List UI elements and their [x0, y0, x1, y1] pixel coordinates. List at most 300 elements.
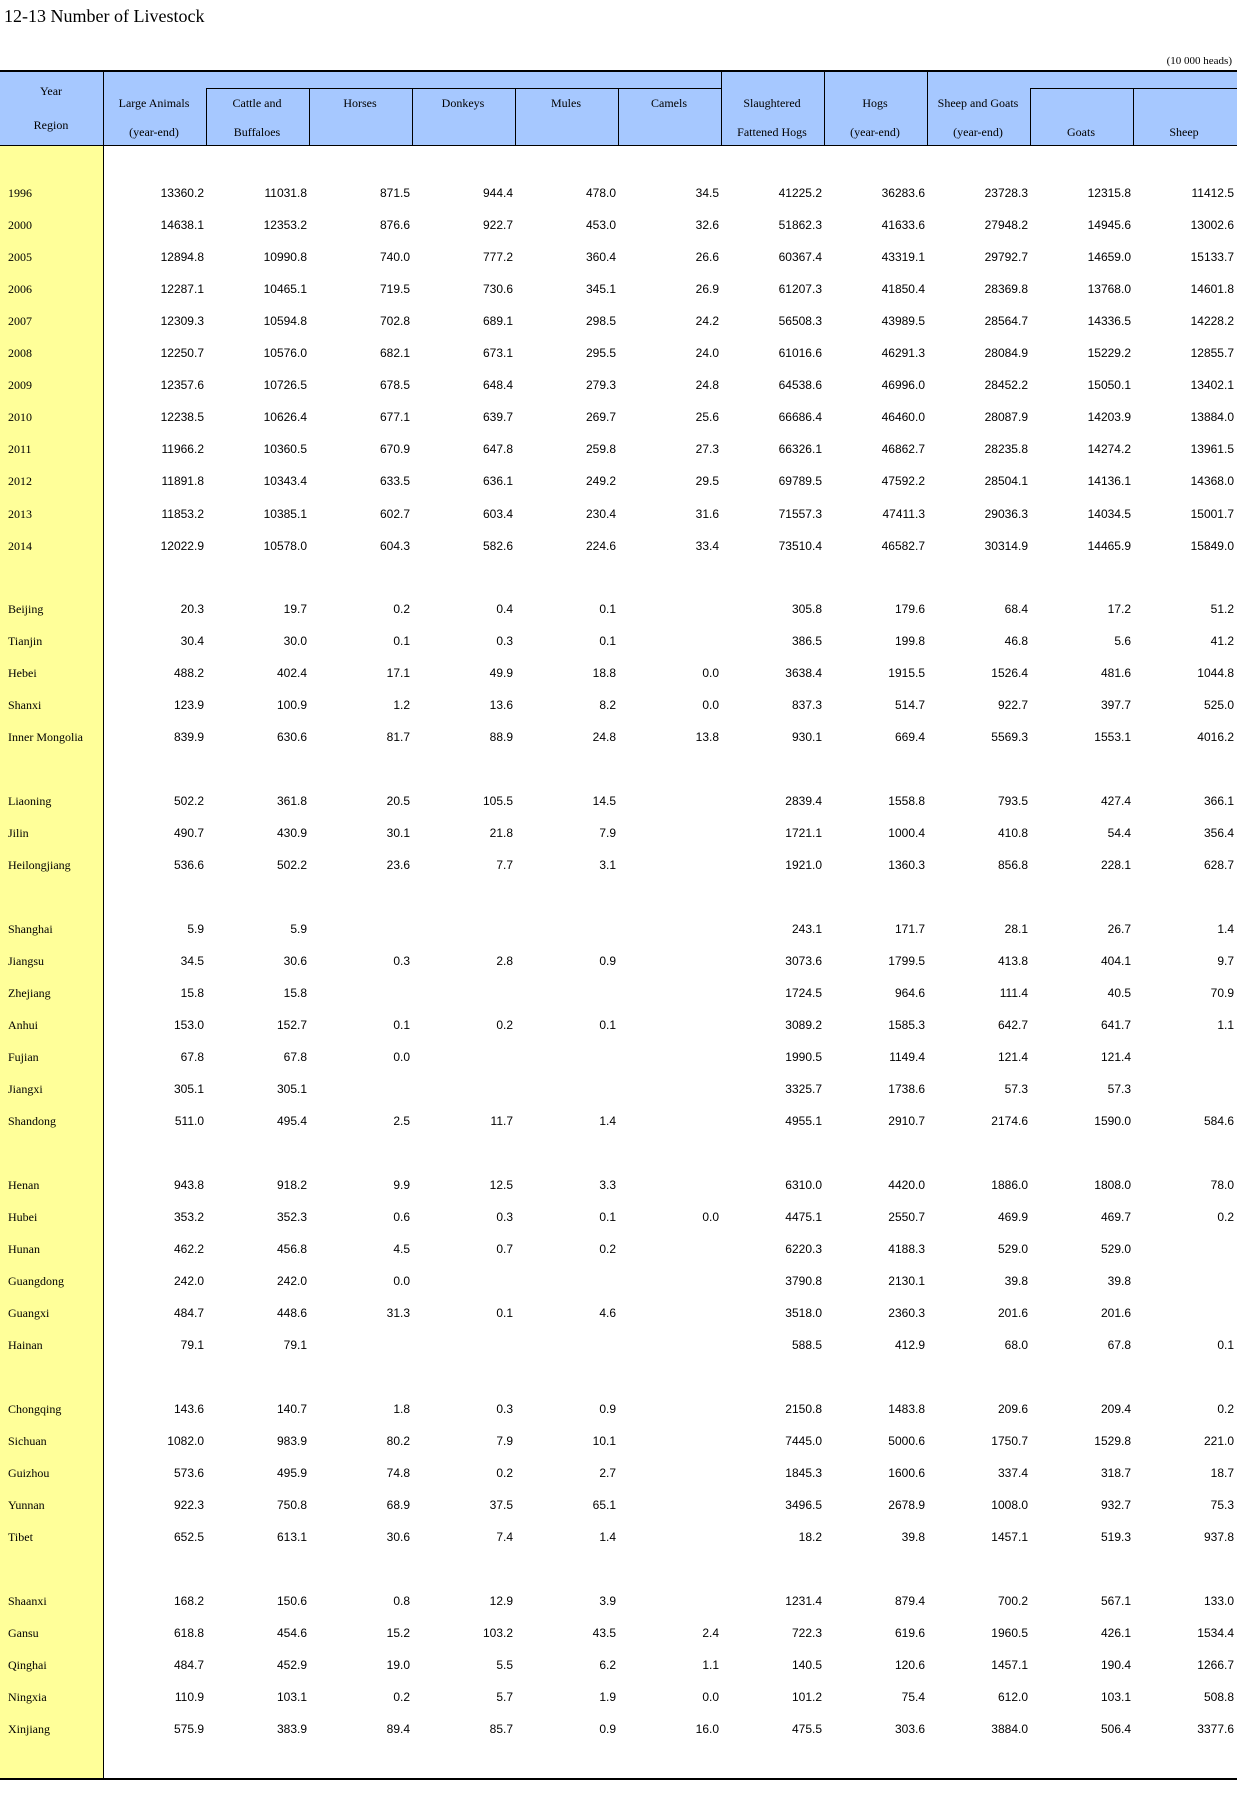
cell-hogs: 39.8 [901, 1530, 925, 1545]
cell-horses: 670.9 [379, 442, 410, 457]
cell-sheep: 628.7 [1203, 858, 1234, 873]
table-row [0, 922, 1237, 940]
cell-large-animals: 462.2 [173, 1242, 204, 1257]
cell-donkeys: 11.7 [490, 1114, 513, 1129]
cell-camels: 2.4 [702, 1626, 719, 1641]
cell-sheep-goats: 121.4 [997, 1050, 1028, 1065]
cell-mules: 4.6 [599, 1306, 616, 1321]
row-label: Shaanxi [8, 1594, 47, 1608]
cell-hogs: 36283.6 [881, 186, 925, 200]
cell-sheep-goats: 337.4 [997, 1466, 1028, 1481]
row-label: 2006 [8, 282, 32, 297]
cell-sheep: 18.7 [1210, 1466, 1234, 1481]
table-row [0, 1402, 1237, 1420]
cell-hogs: 2130.1 [888, 1274, 925, 1289]
cell-large-animals: 11891.8 [161, 474, 204, 489]
cell-horses: 871.5 [379, 186, 410, 200]
cell-sheep: 4016.2 [1197, 730, 1234, 745]
row-label: 2007 [8, 314, 32, 329]
cell-sheep-goats: 469.9 [997, 1210, 1028, 1225]
cell-sheep: 41.2 [1210, 634, 1234, 649]
row-label: Yunnan [8, 1498, 45, 1513]
cell-horses: 17.1 [386, 666, 410, 681]
cell-goats: 190.4 [1100, 1658, 1131, 1673]
unit-note: (10 000 heads) [1166, 55, 1232, 67]
cell-hogs: 669.4 [894, 730, 925, 745]
cell-donkeys: 13.6 [489, 698, 513, 713]
row-label: Henan [8, 1178, 40, 1192]
cell-donkeys: 2.8 [496, 954, 513, 969]
cell-sheep-goats: 28564.7 [984, 314, 1028, 329]
cell-horses: 0.3 [393, 954, 410, 969]
cell-slaughtered-hogs: 1990.5 [785, 1050, 822, 1065]
row-label: Ningxia [8, 1690, 47, 1705]
cell-mules: 1.9 [599, 1690, 616, 1705]
cell-mules: 269.7 [585, 410, 616, 425]
cell-camels: 13.8 [695, 730, 719, 745]
cell-mules: 0.1 [599, 1018, 616, 1033]
cell-large-animals: 79.1 [180, 1338, 204, 1353]
cell-mules: 10.1 [592, 1434, 616, 1449]
cell-mules: 1.4 [599, 1114, 616, 1129]
cell-cattle-buffaloes: 150.6 [276, 1594, 307, 1608]
cell-sheep-goats: 39.8 [1004, 1274, 1028, 1289]
cell-cattle-buffaloes: 402.4 [276, 666, 307, 681]
header-region: Region [33, 118, 69, 132]
cell-large-animals: 15.8 [180, 986, 204, 1001]
cell-sheep-goats: 111.4 [999, 986, 1028, 1001]
cell-mules: 0.9 [599, 1402, 616, 1416]
table-row [0, 1242, 1237, 1260]
cell-slaughtered-hogs: 1721.1 [785, 826, 822, 841]
cell-horses: 604.3 [379, 538, 410, 553]
cell-goats: 57.3 [1107, 1082, 1131, 1097]
cell-horses: 2.5 [393, 1114, 410, 1129]
row-label: 2013 [8, 506, 32, 521]
cell-hogs: 2360.3 [888, 1306, 925, 1321]
cell-goats: 469.7 [1100, 1210, 1131, 1225]
cell-horses: 1.2 [393, 698, 410, 713]
table-row [0, 1338, 1237, 1356]
cell-cattle-buffaloes: 79.1 [283, 1338, 307, 1353]
row-label: Guangxi [8, 1306, 50, 1321]
cell-large-animals: 839.9 [173, 730, 204, 745]
cell-donkeys: 7.4 [496, 1530, 513, 1545]
cell-horses: 719.5 [379, 282, 410, 297]
cell-large-animals: 12287.1 [160, 282, 204, 297]
cell-camels: 0.0 [702, 1690, 719, 1705]
table-row [0, 698, 1237, 716]
cell-sheep-goats: 28369.8 [984, 282, 1028, 297]
cell-sheep-goats: 46.8 [1004, 634, 1028, 649]
cell-horses: 89.4 [386, 1722, 410, 1737]
cell-sheep: 15133.7 [1190, 250, 1234, 265]
cell-horses: 1.8 [393, 1402, 410, 1416]
table-row [0, 1626, 1237, 1644]
cell-goats: 121.4 [1100, 1050, 1131, 1065]
cell-mules: 295.5 [585, 346, 616, 361]
cell-sheep-goats: 413.8 [997, 954, 1028, 969]
cell-donkeys: 639.7 [482, 410, 513, 425]
cell-cattle-buffaloes: 10990.8 [263, 250, 307, 265]
cell-goats: 14034.5 [1087, 506, 1131, 521]
cell-hogs: 41850.4 [881, 282, 925, 297]
cell-cattle-buffaloes: 305.1 [276, 1082, 307, 1097]
cell-mules: 0.2 [599, 1242, 616, 1257]
cell-goats: 519.3 [1100, 1530, 1131, 1545]
row-label: Zhejiang [8, 986, 51, 1001]
cell-hogs: 4188.3 [888, 1242, 925, 1257]
cell-camels: 26.9 [695, 282, 719, 297]
cell-horses: 602.7 [379, 506, 410, 521]
cell-donkeys: 103.2 [482, 1626, 513, 1641]
cell-donkeys: 88.9 [489, 730, 513, 745]
cell-hogs: 1799.5 [888, 954, 925, 969]
cell-donkeys: 0.7 [496, 1242, 513, 1257]
cell-mules: 0.1 [599, 1210, 616, 1225]
row-label: 2010 [8, 410, 32, 425]
cell-mules: 6.2 [599, 1658, 616, 1673]
cell-sheep: 14228.2 [1190, 314, 1234, 329]
table-row [0, 410, 1237, 428]
cell-mules: 0.1 [599, 602, 616, 616]
cell-large-animals: 488.2 [173, 666, 204, 681]
cell-goats: 39.8 [1107, 1274, 1131, 1289]
cell-cattle-buffaloes: 10360.5 [263, 442, 307, 457]
table-row [0, 1082, 1237, 1100]
cell-sheep: 15849.0 [1190, 538, 1234, 553]
cell-sheep: 70.9 [1210, 986, 1234, 1001]
cell-sheep: 1266.7 [1197, 1658, 1234, 1673]
cell-donkeys: 0.2 [496, 1018, 513, 1033]
cell-slaughtered-hogs: 3089.2 [785, 1018, 822, 1033]
table-title: 12-13 Number of Livestock [4, 6, 205, 26]
cell-cattle-buffaloes: 10385.1 [263, 506, 307, 521]
cell-large-animals: 110.9 [174, 1690, 204, 1705]
cell-slaughtered-hogs: 6220.3 [785, 1242, 822, 1257]
cell-hogs: 43989.5 [881, 314, 925, 329]
table-row [0, 826, 1237, 844]
cell-mules: 0.9 [599, 954, 616, 969]
cell-donkeys: 730.6 [482, 282, 513, 297]
row-label: Shanxi [8, 698, 42, 713]
cell-hogs: 1483.8 [888, 1402, 925, 1416]
table-row [0, 1466, 1237, 1484]
cell-sheep: 75.3 [1210, 1498, 1234, 1513]
cell-cattle-buffaloes: 152.7 [276, 1018, 307, 1033]
cell-cattle-buffaloes: 456.8 [276, 1242, 307, 1257]
cell-sheep: 1044.8 [1197, 666, 1234, 681]
cell-hogs: 1558.8 [888, 794, 925, 808]
table-row [0, 507, 1237, 525]
cell-horses: 0.8 [393, 1594, 410, 1608]
cell-sheep: 51.2 [1210, 602, 1234, 616]
cell-cattle-buffaloes: 19.7 [283, 602, 307, 616]
cell-large-animals: 123.9 [173, 698, 204, 713]
cell-camels: 24.8 [695, 378, 719, 393]
cell-cattle-buffaloes: 361.8 [276, 794, 307, 808]
cell-sheep: 11412.5 [1191, 186, 1234, 200]
cell-hogs: 46862.7 [881, 442, 925, 457]
cell-donkeys: 0.4 [496, 602, 513, 616]
cell-hogs: 46582.7 [881, 538, 925, 553]
cell-slaughtered-hogs: 722.3 [791, 1626, 822, 1641]
table-row [0, 346, 1237, 364]
cell-hogs: 1149.4 [889, 1050, 925, 1065]
cell-goats: 14945.6 [1087, 218, 1131, 233]
cell-slaughtered-hogs: 3496.5 [785, 1498, 822, 1513]
cell-slaughtered-hogs: 2150.8 [785, 1402, 822, 1416]
cell-mules: 230.4 [585, 506, 616, 521]
cell-cattle-buffaloes: 12353.2 [263, 218, 307, 233]
cell-donkeys: 944.4 [482, 186, 513, 200]
cell-goats: 67.8 [1107, 1338, 1131, 1353]
cell-donkeys: 37.5 [489, 1498, 513, 1513]
cell-sheep: 508.8 [1203, 1690, 1234, 1705]
cell-large-animals: 943.8 [173, 1178, 204, 1192]
table-row [0, 954, 1237, 972]
cell-goats: 404.1 [1100, 954, 1131, 969]
cell-cattle-buffaloes: 352.3 [276, 1210, 307, 1225]
cell-slaughtered-hogs: 3073.6 [785, 954, 822, 969]
cell-large-animals: 618.8 [173, 1626, 204, 1641]
cell-donkeys: 105.5 [482, 794, 513, 808]
cell-cattle-buffaloes: 10726.5 [263, 378, 307, 393]
table-row [0, 1114, 1237, 1132]
cell-horses: 0.0 [393, 1050, 410, 1065]
cell-horses: 0.1 [393, 634, 410, 649]
cell-sheep: 1534.4 [1197, 1626, 1234, 1641]
cell-horses: 30.6 [386, 1530, 410, 1545]
row-label: Hunan [8, 1242, 40, 1257]
cell-hogs: 43319.1 [881, 250, 925, 265]
cell-sheep-goats: 28084.9 [984, 346, 1028, 361]
cell-camels: 24.2 [695, 314, 719, 329]
row-label: Liaoning [8, 794, 52, 808]
cell-large-animals: 511.0 [174, 1114, 204, 1129]
cell-slaughtered-hogs: 18.2 [798, 1530, 822, 1545]
cell-sheep: 0.2 [1217, 1210, 1234, 1225]
cell-sheep: 9.7 [1217, 954, 1234, 969]
cell-camels: 1.1 [702, 1658, 719, 1673]
header-cattle-2: Buffaloes [233, 125, 281, 139]
row-label: 2008 [8, 346, 32, 361]
row-label: 2005 [8, 250, 32, 265]
cell-goats: 1553.1 [1094, 730, 1131, 745]
cell-goats: 1808.0 [1094, 1178, 1131, 1192]
header-slaughtered: Slaughtered [743, 96, 801, 110]
cell-hogs: 1360.3 [888, 858, 925, 873]
cell-sheep: 133.0 [1203, 1594, 1234, 1608]
cell-cattle-buffaloes: 242.0 [276, 1274, 307, 1289]
cell-large-animals: 11966.2 [161, 442, 204, 457]
table-row [0, 1274, 1237, 1292]
cell-horses: 68.9 [386, 1498, 410, 1513]
cell-horses: 633.5 [379, 474, 410, 489]
table-row [0, 1498, 1237, 1516]
cell-sheep-goats: 410.8 [997, 826, 1028, 841]
cell-slaughtered-hogs: 475.5 [791, 1722, 822, 1737]
row-label: Hainan [8, 1338, 43, 1353]
cell-mules: 298.5 [585, 314, 616, 329]
cell-mules: 0.1 [599, 634, 616, 649]
row-label: Guangdong [8, 1274, 64, 1289]
cell-hogs: 879.4 [894, 1594, 925, 1608]
cell-goats: 15050.1 [1087, 378, 1131, 393]
cell-donkeys: 673.1 [482, 346, 513, 361]
cell-sheep: 366.1 [1203, 794, 1234, 808]
row-label: Beijing [8, 602, 44, 616]
cell-cattle-buffaloes: 452.9 [276, 1658, 307, 1673]
header-slaughtered-2: Fattened Hogs [737, 125, 807, 139]
row-label: 2000 [8, 218, 32, 233]
cell-mules: 249.2 [585, 474, 616, 489]
cell-slaughtered-hogs: 930.1 [791, 730, 822, 745]
cell-cattle-buffaloes: 10626.4 [263, 410, 307, 425]
cell-cattle-buffaloes: 103.1 [276, 1690, 307, 1705]
cell-donkeys: 636.1 [482, 474, 513, 489]
row-label: Xinjiang [8, 1722, 50, 1737]
cell-cattle-buffaloes: 5.9 [290, 922, 307, 936]
cell-goats: 13768.0 [1087, 282, 1131, 297]
table-row [0, 1306, 1237, 1324]
cell-sheep-goats: 57.3 [1004, 1082, 1028, 1097]
cell-hogs: 4420.0 [888, 1178, 925, 1192]
cell-mules: 3.1 [599, 858, 616, 873]
cell-mules: 345.1 [585, 282, 616, 297]
cell-sheep-goats: 5569.3 [991, 730, 1028, 745]
cell-donkeys: 689.1 [482, 314, 513, 329]
cell-sheep-goats: 68.0 [1004, 1338, 1028, 1353]
cell-sheep: 356.4 [1203, 826, 1234, 841]
cell-hogs: 2678.9 [888, 1498, 925, 1513]
cell-sheep: 13961.5 [1190, 442, 1234, 457]
cell-cattle-buffaloes: 630.6 [276, 730, 307, 745]
table-row [0, 794, 1237, 812]
cell-hogs: 2550.7 [888, 1210, 925, 1225]
cell-horses: 81.7 [386, 730, 410, 745]
cell-mules: 478.0 [585, 186, 616, 200]
cell-large-animals: 242.0 [173, 1274, 204, 1289]
cell-hogs: 619.6 [894, 1626, 925, 1641]
cell-goats: 426.1 [1100, 1626, 1131, 1641]
cell-sheep-goats: 68.4 [1004, 602, 1028, 616]
cell-sheep: 13402.1 [1190, 378, 1234, 393]
cell-large-animals: 12894.8 [160, 250, 204, 265]
table-row [0, 218, 1237, 236]
cell-sheep-goats: 27948.2 [984, 218, 1028, 233]
cell-cattle-buffaloes: 11031.8 [264, 186, 307, 200]
cell-cattle-buffaloes: 67.8 [283, 1050, 307, 1065]
cell-goats: 26.7 [1107, 922, 1131, 936]
cell-cattle-buffaloes: 383.9 [276, 1722, 307, 1737]
cell-sheep: 525.0 [1203, 698, 1234, 713]
cell-sheep: 3377.6 [1197, 1722, 1234, 1737]
cell-horses: 876.6 [379, 218, 410, 233]
cell-slaughtered-hogs: 3518.0 [785, 1306, 822, 1321]
row-label: Hubei [8, 1210, 38, 1225]
cell-large-animals: 12238.5 [160, 410, 204, 425]
cell-hogs: 303.6 [894, 1722, 925, 1737]
cell-sheep-goats: 1886.0 [991, 1178, 1028, 1192]
row-label: 1996 [8, 186, 32, 200]
cell-goats: 932.7 [1100, 1498, 1131, 1513]
row-label: Heilongjiang [8, 858, 71, 873]
cell-mules: 3.9 [599, 1594, 616, 1608]
cell-cattle-buffaloes: 30.0 [283, 634, 307, 649]
cell-hogs: 1600.6 [888, 1466, 925, 1481]
table-row [0, 1530, 1237, 1548]
table-row [0, 986, 1237, 1004]
cell-slaughtered-hogs: 4475.1 [785, 1210, 822, 1225]
cell-goats: 14659.0 [1087, 250, 1131, 265]
cell-mules: 360.4 [585, 250, 616, 265]
cell-large-animals: 12357.6 [160, 378, 204, 393]
row-label: Jilin [8, 826, 29, 841]
cell-sheep-goats: 1960.5 [991, 1626, 1028, 1641]
row-label: 2014 [8, 538, 32, 553]
cell-mules: 1.4 [599, 1530, 616, 1545]
cell-slaughtered-hogs: 837.3 [791, 698, 822, 713]
cell-mules: 65.1 [592, 1498, 616, 1513]
cell-slaughtered-hogs: 588.5 [791, 1338, 822, 1353]
cell-cattle-buffaloes: 983.9 [276, 1434, 307, 1449]
cell-sheep-goats: 1457.1 [991, 1658, 1028, 1673]
cell-slaughtered-hogs: 1845.3 [785, 1466, 822, 1481]
cell-horses: 0.6 [393, 1210, 410, 1225]
cell-goats: 567.1 [1100, 1594, 1131, 1608]
cell-large-animals: 1082.0 [167, 1434, 204, 1449]
row-label: Chongqing [8, 1402, 62, 1416]
cell-mules: 2.7 [599, 1466, 616, 1481]
table-row [0, 858, 1237, 876]
cell-large-animals: 12309.3 [160, 314, 204, 329]
cell-sheep: 78.0 [1210, 1178, 1234, 1192]
row-label: 2011 [8, 442, 32, 457]
cell-goats: 14274.2 [1087, 442, 1131, 457]
cell-large-animals: 305.1 [173, 1082, 204, 1097]
table-row [0, 666, 1237, 684]
cell-slaughtered-hogs: 243.1 [791, 922, 822, 936]
cell-slaughtered-hogs: 41225.2 [778, 186, 822, 200]
cell-sheep-goats: 1457.1 [991, 1530, 1028, 1545]
table-row [0, 539, 1237, 557]
cell-goats: 318.7 [1100, 1466, 1131, 1481]
table-row [0, 634, 1237, 652]
cell-sheep-goats: 29792.7 [984, 250, 1028, 265]
cell-camels: 16.0 [695, 1722, 719, 1737]
cell-camels: 24.0 [695, 346, 719, 361]
header-camels: Camels [651, 96, 687, 110]
table-row [0, 1722, 1237, 1740]
row-label: Sichuan [8, 1434, 47, 1449]
cell-horses: 677.1 [379, 410, 410, 425]
table-row [0, 1050, 1237, 1068]
cell-hogs: 179.6 [894, 602, 925, 616]
cell-donkeys: 0.3 [496, 634, 513, 649]
cell-hogs: 46291.3 [881, 346, 925, 361]
row-label: Guizhou [8, 1466, 50, 1481]
cell-large-animals: 484.7 [173, 1658, 204, 1673]
cell-sheep-goats: 201.6 [997, 1306, 1028, 1321]
cell-goats: 481.6 [1100, 666, 1131, 681]
cell-slaughtered-hogs: 73510.4 [778, 538, 822, 553]
header-large-animals-note: (year-end) [129, 125, 179, 139]
cell-goats: 228.1 [1100, 858, 1131, 873]
cell-sheep-goats: 2174.6 [991, 1114, 1028, 1129]
cell-hogs: 46996.0 [881, 378, 925, 393]
cell-hogs: 5000.6 [888, 1434, 925, 1449]
